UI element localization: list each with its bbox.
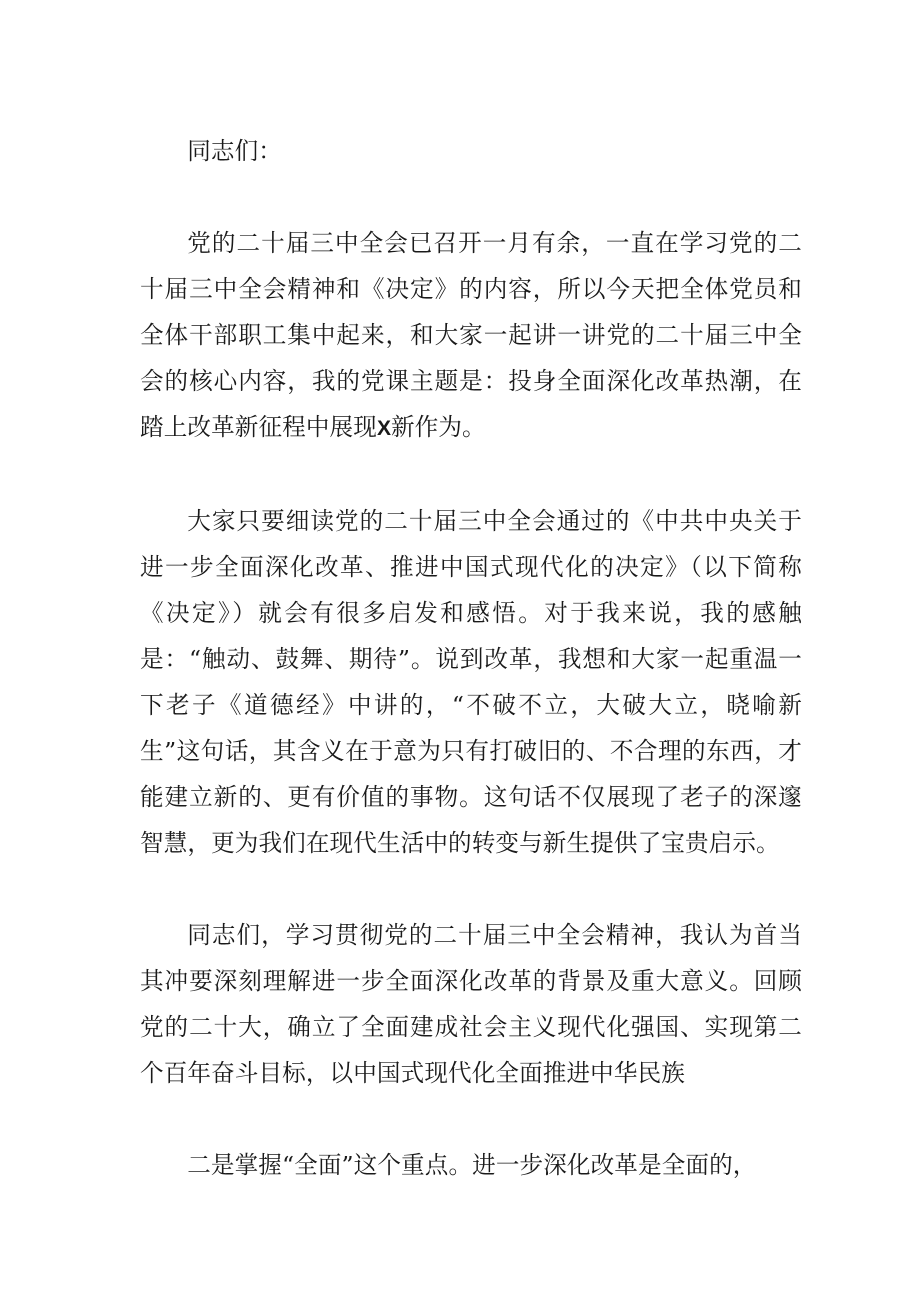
inline-placeholder-mark: X [376, 417, 391, 440]
document-text-body [140, 128, 802, 1188]
intro-paragraph-text-before-mark: 党的二十届三中全会已召开一月有余，一直在学习党的二十届三中全会精神和《决定》的内容，所以今天把全体党员和全体干部职工集中起来，和大家一起讲一讲党的二十届三中全会的核心内容，我的党课主题是：投身全面深化改革热潮，在踏上改革新征程中展现 [140, 229, 802, 441]
background-significance-paragraph: 同志们，学习贯彻党的二十届三中全会精神，我认为首当其冲要深刻理解进一步全面深化改革的背景及重大意义。回顾党的二十大，确立了全面建成社会主义现代化强国、实现第二个百年奋斗目标，以中国式现代化全面推进中华民族 [140, 921, 802, 1087]
paragraph-spacer [140, 866, 802, 912]
paragraph-spacer [140, 1096, 802, 1142]
intro-paragraph [140, 220, 802, 452]
paragraph-spacer [140, 452, 802, 498]
salutation-paragraph: 同志们： [187, 137, 282, 165]
intro-paragraph-text-after-mark: 新作为。 [390, 413, 486, 441]
second-point-paragraph: 二是掌握“全面”这个重点。进一步深化改革是全面的， [187, 1151, 757, 1179]
decision-reading-paragraph: 大家只要细读党的二十届三中全会通过的《中共中央关于进一步全面深化改革、推进中国式现代化的决定》（以下简称《决定》）就会有很多启发和感悟。对于我来说，我的感触是：“触动、鼓舞、期待”。说到改革，我想和大家一起重温一下老子《道德经》中讲的，“不破不立，大破大立，晓喻新生”这句话，其含义在于意为只有打破旧的、不合理的东西，才能建立新的、更有价值的事物。这句话不仅展现了老子的深邃智慧，更为我们在现代生活中的转变与新生提供了宝贵启示。 [140, 507, 802, 857]
paragraph-spacer [140, 174, 802, 220]
